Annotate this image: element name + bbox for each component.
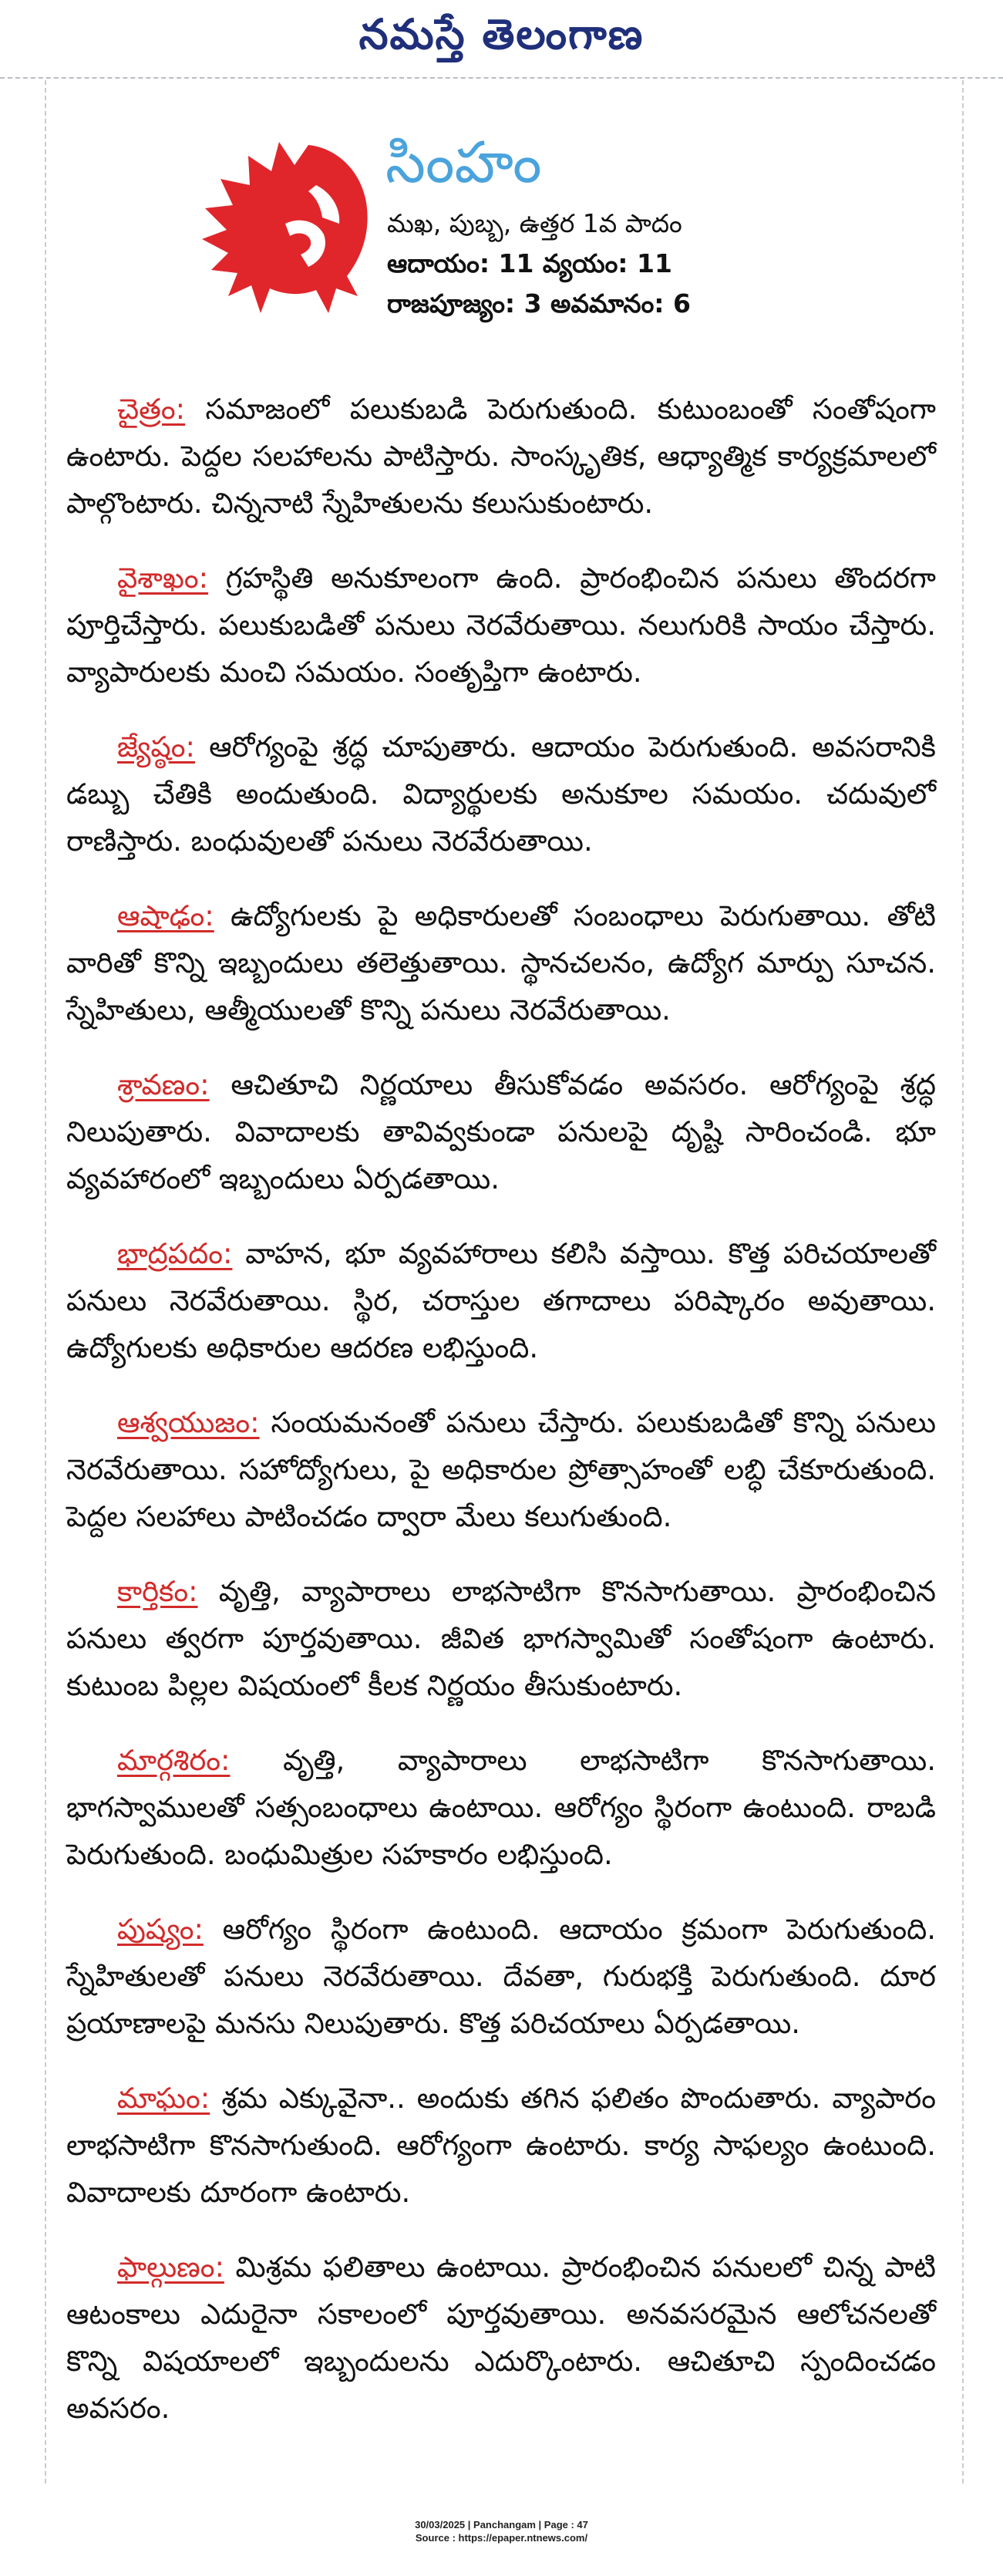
masthead bbox=[0, 0, 1003, 77]
month-text: వాహన, భూ వ్యవహారాలు కలిసి వస్తాయి. కొత్త పరిచయాలతో పనులు నెరవేరుతాయి. స్థిర, చరాస్తుల తగాదాలు పరిష్కారం అవుతాయి. ఉద్యోగులకు అధికారుల ఆదరణ లభిస్తుంది. bbox=[66, 1237, 936, 1364]
honor-dishonor: రాజపూజ్యం: 3 అవమానం: 6 bbox=[387, 288, 691, 319]
month-text: గ్రహస్థితి అనుకూలంగా ఉంది. ప్రారంభించిన పనులు తొందరగా పూర్తిచేస్తారు. పలుకుబడితో పనులు నెరవేరుతాయి. నలుగురికి సాయం చేస్తారు. వ్యాపారులకు మంచి సమయం. సంతృప్తిగా ఉంటారు. bbox=[66, 561, 936, 689]
sign-title: సింహం bbox=[385, 130, 542, 196]
month-name: జ్యేష్ఠం: bbox=[117, 730, 196, 764]
month-text: ఆరోగ్యం స్థిరంగా ఉంటుంది. ఆదాయం క్రమంగా పెరుగుతుంది. స్నేహితులతో పనులు నెరవేరుతాయి. దేవతా, గురుభక్తి పెరుగుతుంది. దూర ప్రయాణాలపై మనసు నిలుపుతారు. కొత్త పరిచయాలు ఏర్పడతాయి. bbox=[66, 1913, 936, 2040]
month-name: శ్రావణం: bbox=[117, 1068, 210, 1101]
page-footer bbox=[0, 2518, 1003, 2544]
month-text: ఆచితూచి నిర్ణయాలు తీసుకోవడం అవసరం. ఆరోగ్యంపై శ్రద్ధ నిలుపుతారు. వివాదాలకు తావివ్వకుండా పనులపై దృష్టి సారించండి. భూ వ్యవహారంలో ఇబ్బందులు ఏర్పడతాయి. bbox=[66, 1068, 936, 1195]
month-text: శ్రమ ఎక్కువైనా.. అందుకు తగిన ఫలితం పొందుతారు. వ్యాపారం లాభసాటిగా కొనసాగుతుంది. ఆరోగ్యంగా ఉంటారు. కార్య సాఫల్యం ఉంటుంది. వివాదాలకు దూరంగా ఉంటారు. bbox=[66, 2082, 936, 2209]
month-name: మార్గశిరం: bbox=[117, 1744, 231, 1777]
month-name: ఆశ్వయుజం: bbox=[117, 1406, 260, 1439]
masthead-divider bbox=[0, 77, 1003, 79]
month-name: మాఘం: bbox=[117, 2082, 210, 2115]
month-text: ఆరోగ్యంపై శ్రద్ధ చూపుతారు. ఆదాయం పెరుగుతుంది. అవసరానికి డబ్బు చేతికి అందుతుంది. విద్యార్థులకు అనుకూల సమయం. చదువులో రాణిస్తారు. బంధువులతో పనులు నెరవేరుతాయి. bbox=[66, 730, 936, 858]
month-name: భాద్రపదం: bbox=[117, 1237, 233, 1270]
month-margashiram bbox=[66, 1737, 936, 1878]
month-text: సంయమనంతో పనులు చేస్తారు. పలుకుబడితో కొన్ని పనులు నెరవేరుతాయి. సహోద్యోగులు, పై అధికారుల ప్రోత్సాహంతో లబ్ధి చేకూరుతుంది. పెద్దల సలహాలు పాటించడం ద్వారా మేలు కలుగుతుంది. bbox=[66, 1406, 936, 1533]
month-vaishakham bbox=[66, 555, 936, 696]
month-pushyam bbox=[66, 1906, 936, 2047]
page-border-right bbox=[962, 80, 964, 2483]
month-karthikam bbox=[66, 1568, 936, 1709]
month-jyeshtham bbox=[66, 723, 936, 865]
month-shravanam bbox=[66, 1061, 936, 1202]
month-text: సమాజంలో పలుకుబడి పెరుగుతుంది. కుటుంబంతో సంతోషంగా ఉంటారు. పెద్దల సలహాలను పాటిస్తారు. సాంస్కృతిక, ఆధ్యాత్మిక కార్యక్రమాలలో పాల్గొంటారు. చిన్ననాటి స్నేహితులను కలుసుకుంటారు. bbox=[66, 393, 936, 520]
month-text: మిశ్రమ ఫలితాలు ఉంటాయి. ప్రారంభించిన పనులలో చిన్న పాటి ఆటంకాలు ఎదురైనా సకాలంలో పూర్తవుతాయి. అనవసరమైన ఆలోచనలతో కొన్ని విషయాలలో ఇబ్బందులను ఎదుర్కొంటారు. ఆచితూచి స్పందించడం అవసరం. bbox=[66, 2251, 936, 2425]
masthead-title: నమస్తే తెలంగాణ bbox=[358, 9, 645, 59]
footer-source: Source : https://epaper.ntnews.com/ bbox=[415, 2532, 588, 2544]
monthly-predictions bbox=[66, 386, 936, 2460]
month-bhadrapadam bbox=[66, 1230, 936, 1371]
month-ashwayujam bbox=[66, 1399, 936, 1540]
month-text: వృత్తి, వ్యాపారాలు లాభసాటిగా కొనసాగుతాయి. భాగస్వాములతో సత్సంబంధాలు ఉంటాయి. ఆరోగ్యం స్థిరంగా ఉంటుంది. రాబడి పెరుగుతుంది. బంధుమిత్రుల సహకారం లభిస్తుంది. bbox=[66, 1744, 936, 1871]
month-name: పుష్యం: bbox=[117, 1913, 204, 1946]
month-magham bbox=[66, 2075, 936, 2216]
page-border-left bbox=[45, 80, 46, 2483]
sign-stars: మఖ, పుబ్బ, ఉత్తర 1వ పాదం bbox=[387, 208, 682, 238]
month-name: కార్తికం: bbox=[117, 1575, 198, 1608]
leo-lion-icon bbox=[193, 131, 378, 332]
month-chaitram bbox=[66, 386, 936, 527]
sign-header bbox=[193, 123, 809, 355]
month-ashadham bbox=[66, 892, 936, 1033]
income-expense: ఆదాయం: 11 వ్యయం: 11 bbox=[387, 248, 672, 278]
footer-page-info: 30/03/2025 | Panchangam | Page : 47 bbox=[415, 2519, 588, 2530]
month-name: ఫాల్గుణం: bbox=[117, 2251, 224, 2284]
month-phalgunam bbox=[66, 2244, 936, 2432]
month-name: ఆషాఢం: bbox=[117, 899, 214, 932]
month-name: వైశాఖం: bbox=[117, 561, 209, 595]
month-name: చైత్రం: bbox=[117, 393, 186, 426]
month-text: ఉద్యోగులకు పై అధికారులతో సంబంధాలు పెరుగుతాయి. తోటి వారితో కొన్ని ఇబ్బందులు తలెత్తుతాయి. స్థానచలనం, ఉద్యోగ మార్పు సూచన. స్నేహితులు, ఆత్మీయులతో కొన్ని పనులు నెరవేరుతాయి. bbox=[66, 899, 936, 1027]
month-text: వృత్తి, వ్యాపారాలు లాభసాటిగా కొనసాగుతాయి. ప్రారంభించిన పనులు త్వరగా పూర్తవుతాయి. జీవిత భాగస్వామితో సంతోషంగా ఉంటారు. కుటుంబ పిల్లల విషయంలో కీలక నిర్ణయం తీసుకుంటారు. bbox=[66, 1575, 936, 1702]
